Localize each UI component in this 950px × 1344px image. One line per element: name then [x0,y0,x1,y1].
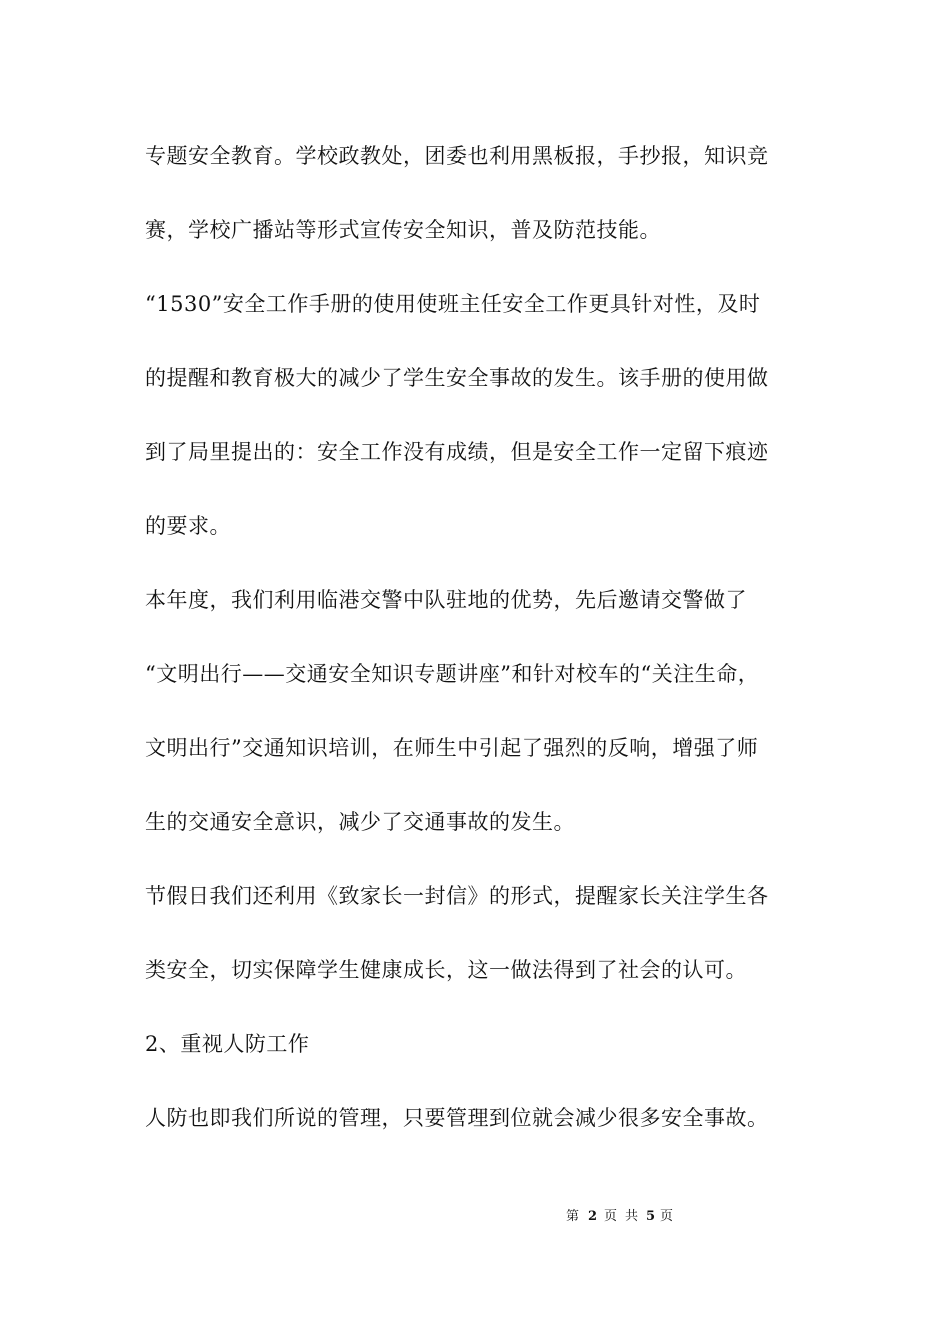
paragraph-line: 赛，学校广播站等形式宣传安全知识，普及防范技能。 [145,218,661,242]
paragraph-line: 到了局里提出的：安全工作没有成绩，但是安全工作一定留下痕迹 [145,440,769,464]
paragraph-line: 的要求。 [145,514,231,538]
footer-current-page: 2 [588,1209,598,1224]
footer-prefix: 第 [566,1209,580,1224]
footer-suffix: 页 [660,1209,674,1224]
footer-total-pages: 5 [646,1209,656,1224]
footer-total-label: 共 [625,1209,639,1224]
paragraph-line: 文明出行”交通知识培训，在师生中引起了强烈的反响，增强了师 [145,736,759,760]
section-heading: 2、重视人防工作 [145,1032,310,1056]
paragraph-line: 节假日我们还利用《致家长一封信》的形式，提醒家长关注学生各 [145,884,769,908]
paragraph-line: “文明出行——交通安全知识专题讲座”和针对校车的“关注生命， [145,662,760,686]
footer-page-label: 页 [604,1209,618,1224]
paragraph-line: “1530”安全工作手册的使用使班主任安全工作更具针对性，及时 [145,292,761,316]
paragraph-line: 专题安全教育。学校政教处，团委也利用黑板报，手抄报，知识竞 [145,144,769,168]
paragraph-line: 类安全，切实保障学生健康成长，这一做法得到了社会的认可。 [145,958,747,982]
paragraph-line: 人防也即我们所说的管理，只要管理到位就会减少很多安全事故。 [145,1106,769,1130]
paragraph-line: 的提醒和教育极大的减少了学生安全事故的发生。该手册的使用做 [145,366,769,390]
paragraph-line: 本年度，我们利用临港交警中队驻地的优势，先后邀请交警做了 [145,588,747,612]
paragraph-line: 生的交通安全意识，减少了交通事故的发生。 [145,810,575,834]
